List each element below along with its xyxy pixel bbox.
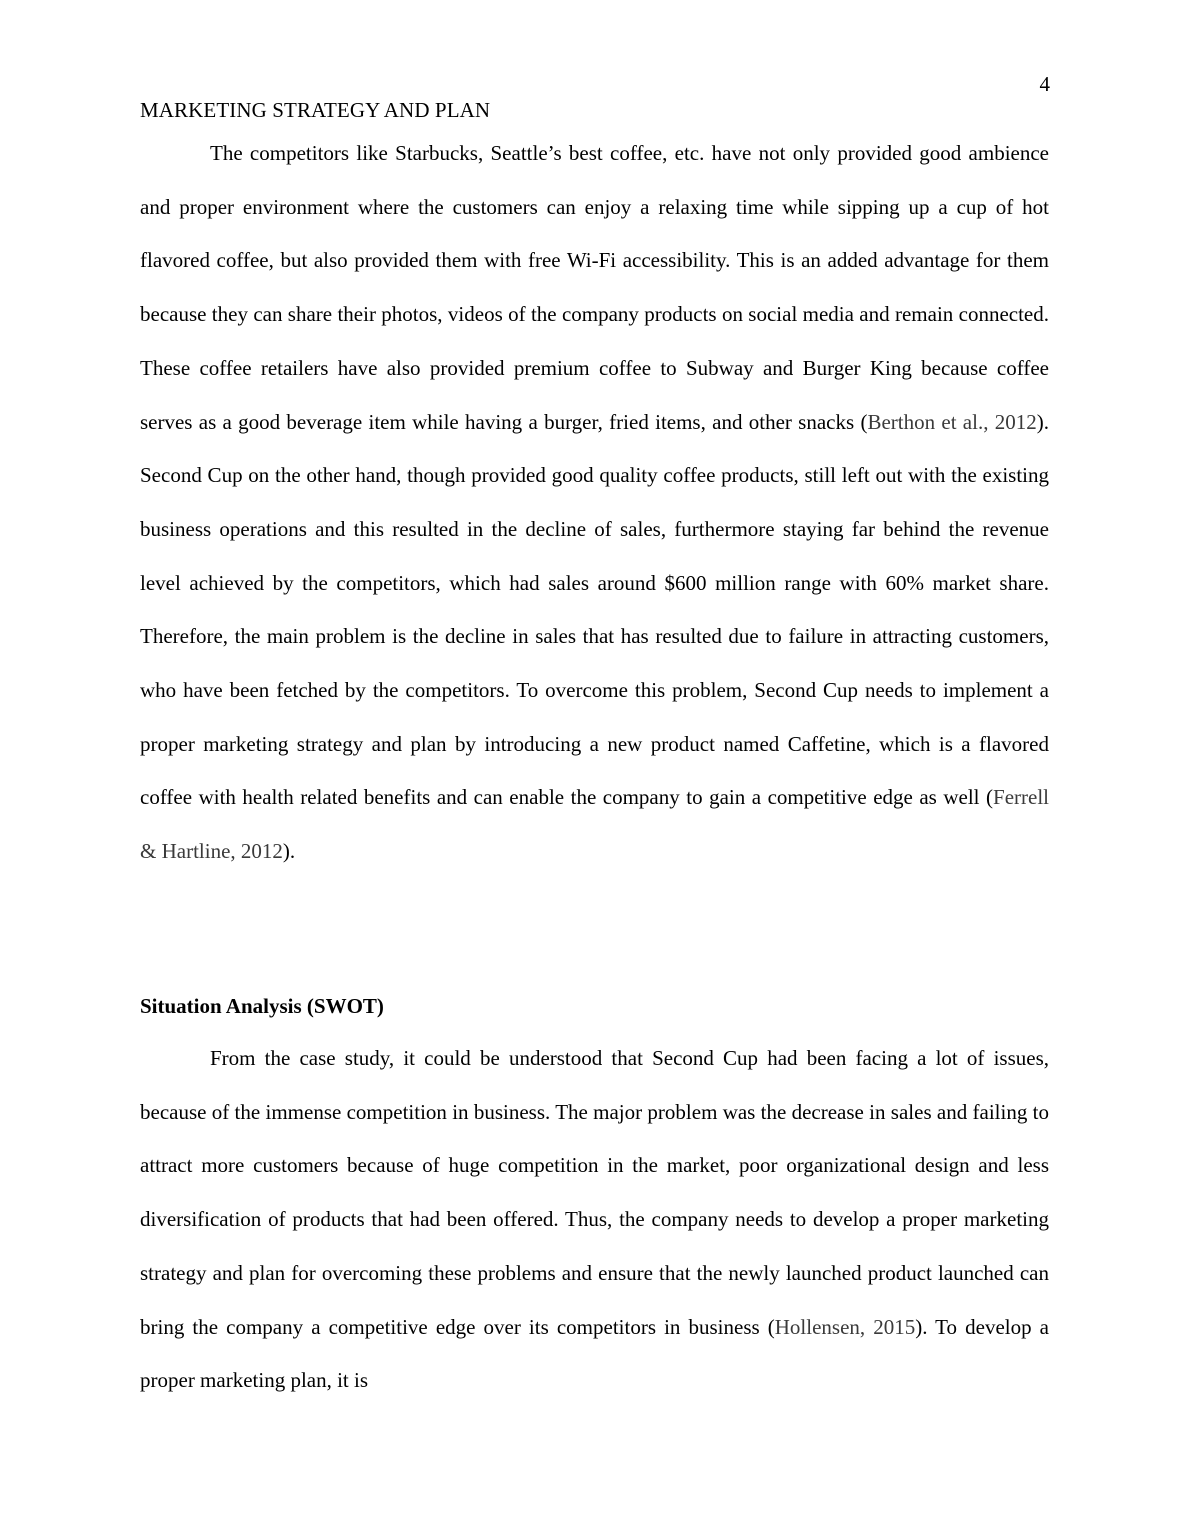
- paragraph-text-part: ).: [282, 839, 296, 864]
- paragraph-situation-analysis: [140, 1032, 1049, 1408]
- paragraph-text: [140, 1032, 1049, 1408]
- running-head: MARKETING STRATEGY AND PLAN: [140, 98, 491, 122]
- section-heading: Situation Analysis (SWOT): [140, 994, 384, 1018]
- paragraph-text: [140, 127, 1049, 879]
- paragraph-text-part: The competitors like Starbucks, Seattle’s best coffee, etc. have not only provided good ambience and proper environment where the customers can enjoy a relaxing time while sipping up a cup of hot flavored coffee, but also provided them with free Wi-Fi accessibility. This is an added advantage for them because they can share their photos, videos of the company products on social media and remain connected. These coffee retailers have also provided premium coffee to Subway and Burger King because coffee serves as a good beverage item while having a burger, fried items, and other snacks (: [140, 141, 1049, 434]
- paragraph-competitors: [140, 127, 1049, 879]
- paragraph-text-part: ). Second Cup on the other hand, though provided good quality coffee products, still left out with the existing business operations and this resulted in the decline of sales, furthermore staying far behind the revenue level achieved by the competitors, which had sales around $600 million range with 60% market share. Therefore, the main problem is the decline in sales that has resulted due to failure in attracting customers, who have been fetched by the competitors. To overcome this problem, Second Cup needs to implement a proper marketing strategy and plan by introducing a new product named Caffetine, which is a flavored coffee with health related benefits and can enable the company to gain a competitive edge as well (: [140, 409, 1049, 810]
- paragraph-text-part: From the case study, it could be understood that Second Cup had been facing a lot of issues, because of the immense competition in business. The major problem was the decrease in sales and failing to attract more customers because of huge competition in the market, poor organizational design and less diversification of products that had been offered. Thus, the company needs to develop a proper marketing strategy and plan for overcoming these problems and ensure that the newly launched product launched can bring the company a competitive edge over its competitors in business (: [140, 1046, 1049, 1339]
- page-number: 4: [1039, 72, 1050, 96]
- paragraph-text-part: ). To develop a proper marketing plan, it is: [140, 1314, 1049, 1393]
- citation: Ferrell & Hartline, 2012: [140, 785, 1049, 864]
- citation: Hollensen, 2015: [774, 1314, 916, 1339]
- citation: Berthon et al., 2012: [867, 409, 1037, 434]
